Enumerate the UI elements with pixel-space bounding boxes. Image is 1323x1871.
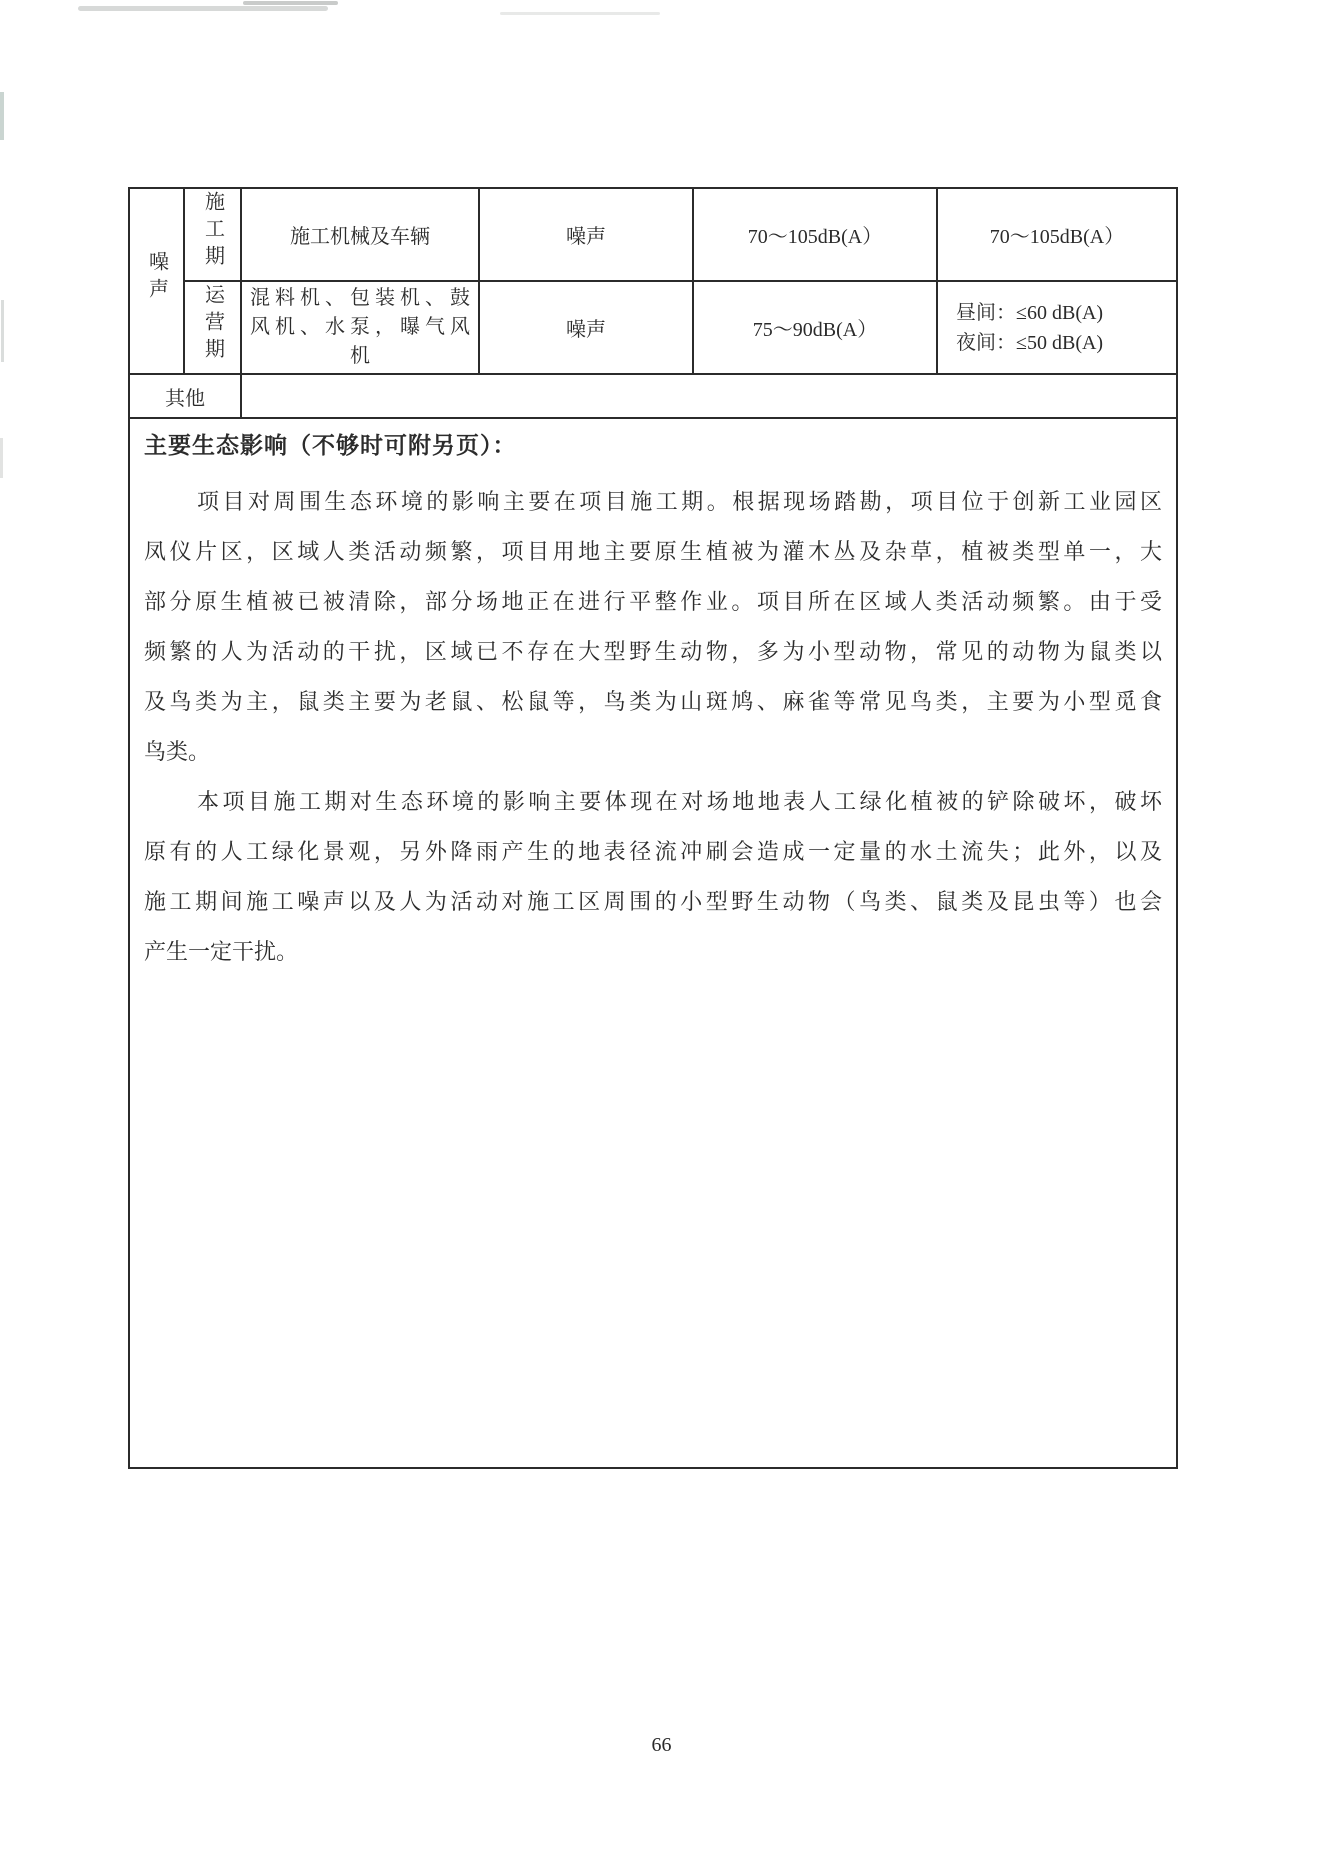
noise-impact-table xyxy=(128,187,1178,1469)
noise-category-cell xyxy=(129,188,184,374)
operation-period-label: 运营期 xyxy=(201,284,224,365)
scan-edge-mark xyxy=(1,300,4,362)
text-line: 产生一定干扰。 xyxy=(144,939,299,964)
page-number: 66 xyxy=(651,1734,672,1756)
text-line: 部分原生植被已被清除，部分场地正在进行平整作业。项目所在区域人类活动频繁。由于受 xyxy=(144,589,1162,614)
text-line: 凤仪片区，区域人类活动频繁，项目用地主要原生植被为灌木丛及杂草，植被类型单一，大 xyxy=(144,539,1162,564)
table-row-other xyxy=(129,374,1177,418)
environment-impact-table xyxy=(128,187,1176,1469)
operation-source-cell xyxy=(241,281,479,374)
source-line: 机 xyxy=(350,345,370,367)
table-row-ecology xyxy=(129,418,1177,1468)
other-label-cell: 其他 xyxy=(129,374,241,418)
operation-limit-cell xyxy=(937,281,1177,374)
construction-period-cell xyxy=(184,188,241,281)
table-row-operation xyxy=(129,281,1177,374)
construction-source-cell: 施工机械及车辆 xyxy=(241,188,479,281)
text-line: 原有的人工绿化景观，另外降雨产生的地表径流冲刷会造成一定量的水土流失；此外，以及 xyxy=(144,839,1162,864)
text-line: 本项目施工期对生态环境的影响主要体现在对场地地表人工绿化植被的铲除破坏，破坏 xyxy=(197,789,1162,814)
construction-concentration-cell: 70～105dB(A） xyxy=(693,188,937,281)
source-line: 风机、水泵，曝气风 xyxy=(250,316,470,338)
table-row-construction xyxy=(129,188,1177,281)
operation-concentration-cell: 75～90dB(A） xyxy=(693,281,937,374)
construction-limit-cell: 70～105dB(A） xyxy=(937,188,1177,281)
source-line: 混料机、包装机、鼓 xyxy=(250,287,470,309)
limit-night: 夜间：≤50 dB(A) xyxy=(956,331,1104,354)
text-line: 施工期间施工噪声以及人为活动对施工区周围的小型野生动物（鸟类、鼠类及昆虫等）也会 xyxy=(144,889,1162,914)
scan-smudge xyxy=(78,6,328,11)
ecology-section-cell xyxy=(129,418,1177,1468)
ecology-heading: 主要生态影响（不够时可附另页）： xyxy=(144,433,517,458)
construction-pollutant-cell: 噪声 xyxy=(479,188,693,281)
scan-smudge xyxy=(500,12,660,15)
ecology-paragraph-2 xyxy=(144,777,1162,977)
operation-pollutant-cell: 噪声 xyxy=(479,281,693,374)
other-value-cell xyxy=(241,374,1177,418)
limit-day: 昼间：≤60 dB(A) xyxy=(956,301,1104,324)
text-line: 频繁的人为活动的干扰，区域已不存在大型野生动物，多为小型动物，常见的动物为鼠类以 xyxy=(144,639,1162,664)
scan-smudge xyxy=(243,1,338,5)
ecology-paragraph-1 xyxy=(144,477,1162,777)
operation-period-cell xyxy=(184,281,241,374)
text-line: 项目对周围生态环境的影响主要在项目施工期。根据现场踏勘，项目位于创新工业园区 xyxy=(197,489,1162,514)
construction-period-label: 施工期 xyxy=(201,191,224,272)
text-line: 鸟类。 xyxy=(144,739,211,764)
text-line: 及鸟类为主，鼠类主要为老鼠、松鼠等，鸟类为山斑鸠、麻雀等常见鸟类，主要为小型觅食 xyxy=(144,689,1162,714)
scan-edge-mark xyxy=(0,438,3,478)
scan-edge-mark xyxy=(0,92,4,140)
noise-category-label: 噪声 xyxy=(145,251,168,305)
